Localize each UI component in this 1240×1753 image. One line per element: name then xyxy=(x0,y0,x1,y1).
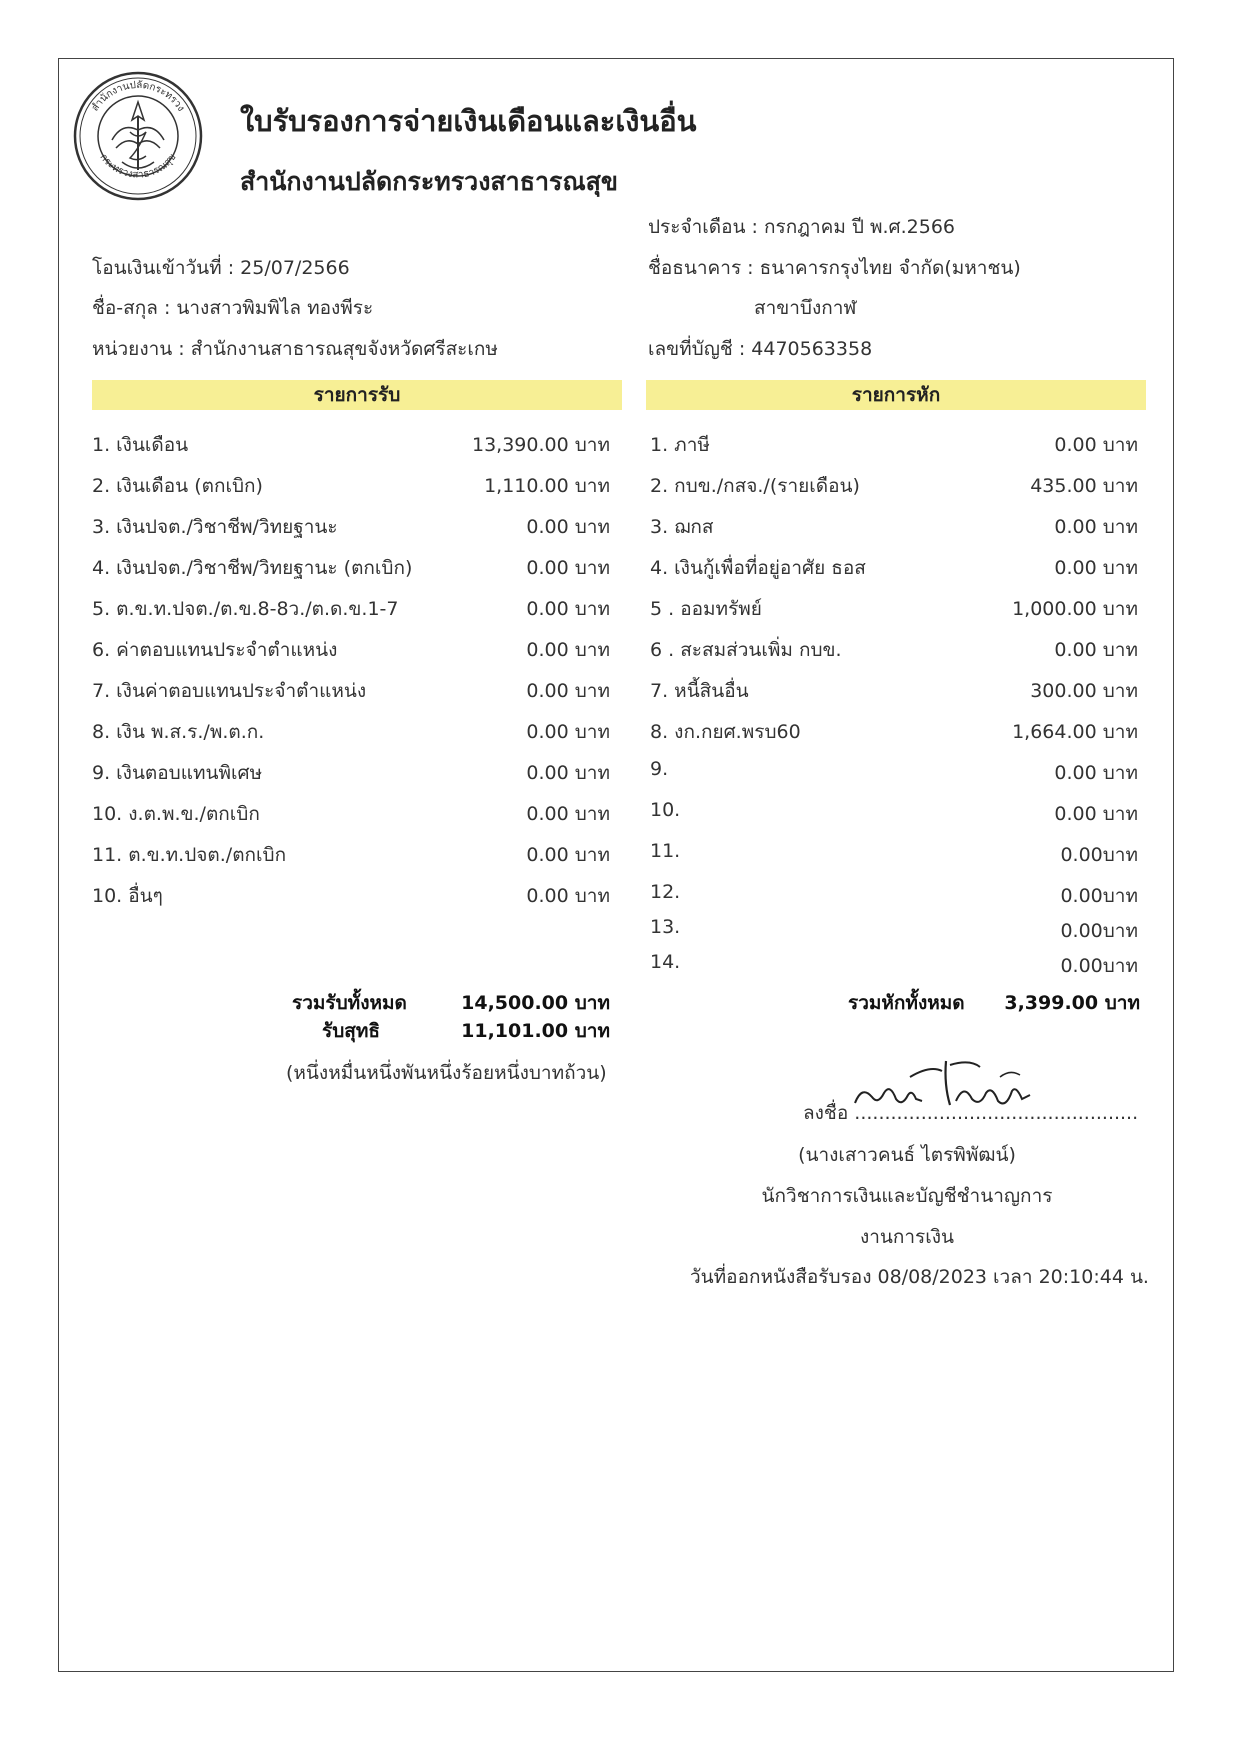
income-item-label: 11. ต.ข.ท.ปจต./ตกเบิก xyxy=(92,844,287,866)
income-item-label: 1. เงินเดือน xyxy=(92,434,189,456)
ministry-seal-logo xyxy=(72,70,204,202)
deduction-item-amount: 0.00บาท xyxy=(1060,844,1138,866)
deduction-item-amount: 1,664.00 บาท xyxy=(1012,721,1138,743)
income-item-label: 4. เงินปจต./วิชาชีพ/วิทยฐานะ (ตกเบิก) xyxy=(92,557,413,579)
deduction-item-amount: 0.00บาท xyxy=(1060,920,1138,942)
signatory-position: นักวิชาการเงินและบัญชีชำนาญการ xyxy=(761,1185,1053,1207)
deduction-item-amount: 435.00 บาท xyxy=(1030,475,1138,497)
svg-text:สำนักงานปลัดกระทรวง: สำนักงานปลัดกระทรวง xyxy=(89,79,187,114)
income-item-label: 10. ง.ต.พ.ข./ตกเบิก xyxy=(92,803,260,825)
income-item-label: 2. เงินเดือน (ตกเบิก) xyxy=(92,475,263,497)
income-header: รายการรับ xyxy=(92,380,622,410)
income-item-label: 7. เงินค่าตอบแทนประจำตำแหน่ง xyxy=(92,680,367,702)
organization-name: สำนักงานปลัดกระทรวงสาธารณสุข xyxy=(240,167,618,196)
deduction-item-amount: 0.00 บาท xyxy=(1054,557,1138,579)
income-item-amount: 0.00 บาท xyxy=(526,762,610,784)
deduction-item-amount: 1,000.00 บาท xyxy=(1012,598,1138,620)
signatory-name: (นางเสาวคนธ์ ไตรพิพัฒน์) xyxy=(798,1144,1016,1166)
income-item-label: 8. เงิน พ.ส.ร./พ.ต.ก. xyxy=(92,721,265,743)
deduction-item-amount: 0.00 บาท xyxy=(1054,516,1138,538)
signature-prefix: ลงชื่อ xyxy=(803,1102,849,1124)
deduction-item-label: 5 . ออมทรัพย์ xyxy=(650,598,762,620)
deduction-item-amount: 0.00บาท xyxy=(1060,885,1138,907)
income-total-amount: 14,500.00 บาท xyxy=(461,992,610,1014)
transfer-date-info: โอนเงินเข้าวันที่ : 25/07/2566 xyxy=(92,257,350,279)
net-income-amount: 11,101.00 บาท xyxy=(461,1020,610,1042)
deduction-item-amount: 300.00 บาท xyxy=(1030,680,1138,702)
deduction-item-label: 14. xyxy=(650,951,681,973)
branch-info: สาขาบึงกาฬ xyxy=(754,297,857,319)
deduction-item-label: 7. หนี้สินอื่น xyxy=(650,680,749,702)
deduction-item-amount: 0.00 บาท xyxy=(1054,803,1138,825)
income-item-label: 9. เงินตอบแทนพิเศษ xyxy=(92,762,263,784)
deduction-item-amount: 0.00 บาท xyxy=(1054,434,1138,456)
income-item-label: 6. ค่าตอบแทนประจำตำแหน่ง xyxy=(92,639,338,661)
deduction-item-label: 13. xyxy=(650,916,681,938)
deductions-total-label: รวมหักทั้งหมด xyxy=(848,992,965,1014)
name-info: ชื่อ-สกุล : นางสาวพิมพิไล ทองพีระ xyxy=(92,297,374,319)
deduction-item-amount: 0.00 บาท xyxy=(1054,639,1138,661)
income-item-amount: 0.00 บาท xyxy=(526,598,610,620)
income-total-label: รวมรับทั้งหมด xyxy=(292,992,407,1014)
income-item-amount: 0.00 บาท xyxy=(526,680,610,702)
income-item-amount: 0.00 บาท xyxy=(526,885,610,907)
deduction-item-label: 3. ฌกส xyxy=(650,516,714,538)
deduction-item-label: 9. xyxy=(650,758,669,780)
income-item-amount: 0.00 บาท xyxy=(526,557,610,579)
deduction-item-label: 6 . สะสมส่วนเพิ่ม กบข. xyxy=(650,639,842,661)
deduction-item-label: 12. xyxy=(650,881,681,903)
income-item-label: 5. ต.ข.ท.ปจต./ต.ข.8-8ว./ต.ด.ข.1-7 xyxy=(92,598,399,620)
bank-info: ชื่อธนาคาร : ธนาคารกรุงไทย จำกัด(มหาชน) xyxy=(648,257,1021,279)
deduction-item-label: 2. กบข./กสจ./(รายเดือน) xyxy=(650,475,860,497)
deductions-header: รายการหัก xyxy=(646,380,1146,410)
net-income-label: รับสุทธิ xyxy=(322,1020,380,1042)
deduction-item-amount: 0.00บาท xyxy=(1060,955,1138,977)
account-info: เลขที่บัญชี : 4470563358 xyxy=(648,338,873,360)
agency-info: หน่วยงาน : สำนักงานสาธารณสุขจังหวัดศรีสะเกษ xyxy=(92,338,498,360)
income-item-amount: 0.00 บาท xyxy=(526,516,610,538)
income-item-amount: 0.00 บาท xyxy=(526,844,610,866)
income-item-amount: 1,110.00 บาท xyxy=(484,475,610,497)
deduction-item-label: 1. ภาษี xyxy=(650,434,710,456)
deductions-total-amount: 3,399.00 บาท xyxy=(1004,992,1140,1014)
signature-dots: ............................................... xyxy=(854,1102,1139,1124)
deduction-item-amount: 0.00 บาท xyxy=(1054,762,1138,784)
svg-text:กระทรวงสาธารณสุข: กระทรวงสาธารณสุข xyxy=(97,151,179,181)
issue-date: วันที่ออกหนังสือรับรอง 08/08/2023 เวลา 20:10:44 น. xyxy=(690,1266,1149,1288)
signatory-department: งานการเงิน xyxy=(859,1226,955,1248)
handwritten-signature xyxy=(850,1055,1040,1115)
document-title: ใบรับรองการจ่ายเงินเดือนและเงินอื่น xyxy=(240,104,697,138)
deduction-item-label: 8. งก.กยศ.พรบ60 xyxy=(650,721,801,743)
deduction-item-label: 4. เงินกู้เพื่อที่อยู่อาศัย ธอส xyxy=(650,557,866,579)
income-item-amount: 0.00 บาท xyxy=(526,803,610,825)
period-info: ประจำเดือน : กรกฎาคม ปี พ.ศ.2566 xyxy=(648,216,956,238)
income-item-amount: 0.00 บาท xyxy=(526,721,610,743)
income-item-label: 10. อื่นๆ xyxy=(92,885,163,907)
net-income-words: (หนึ่งหมื่นหนึ่งพันหนึ่งร้อยหนึ่งบาทถ้วน) xyxy=(286,1062,607,1084)
deduction-item-label: 11. xyxy=(650,840,681,862)
income-item-amount: 13,390.00 บาท xyxy=(472,434,610,456)
income-item-label: 3. เงินปจต./วิชาชีพ/วิทยฐานะ xyxy=(92,516,338,538)
income-item-amount: 0.00 บาท xyxy=(526,639,610,661)
deduction-item-label: 10. xyxy=(650,799,681,821)
